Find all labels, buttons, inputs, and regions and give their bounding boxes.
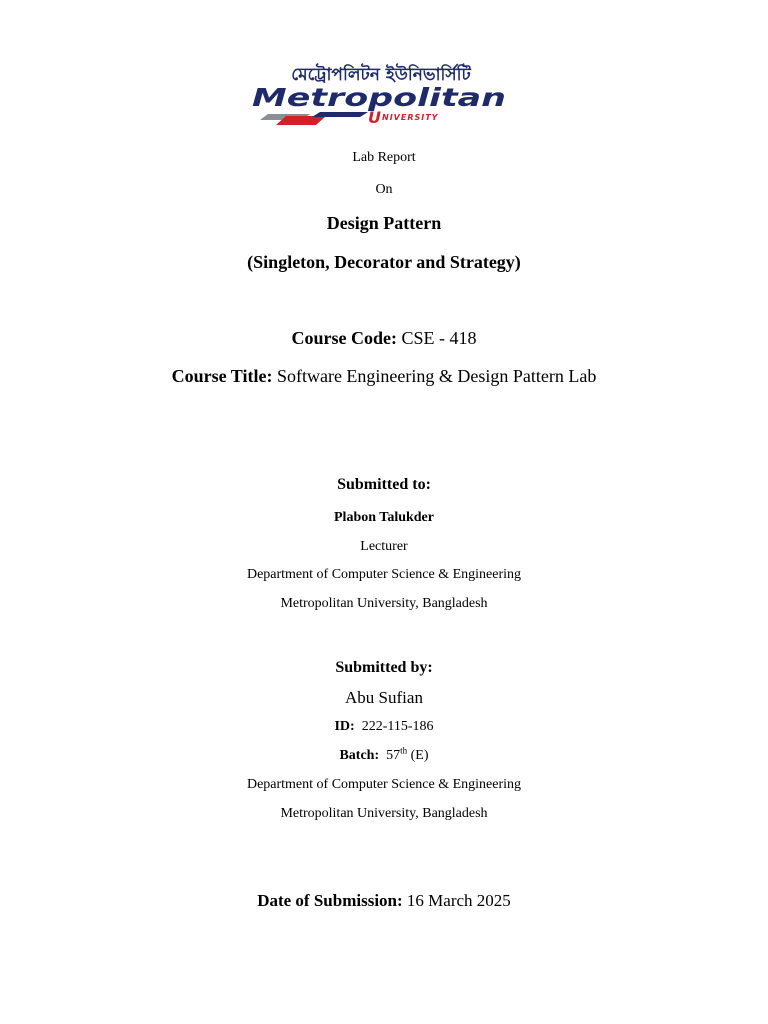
- submitted-by-heading: Submitted by:: [335, 659, 433, 676]
- lab-report-label: Lab Report: [352, 150, 416, 165]
- student-batch: [0, 745, 768, 764]
- student-id: [0, 719, 768, 735]
- student-department: Department of Computer Science & Engineering: [246, 777, 522, 792]
- course-code-label: Course Code:: [291, 328, 397, 348]
- logo-bangla-text: মেট্রোপলিটন ইউনিভার্সিটি: [291, 65, 471, 85]
- supervisor-university: Metropolitan University, Bangladesh: [280, 596, 488, 611]
- university-logo: [250, 62, 512, 130]
- report-title: Design Pattern: [326, 213, 442, 233]
- course-title-label: Course Title:: [171, 366, 273, 386]
- student-id-label: ID:: [334, 719, 355, 734]
- submission-date: [0, 891, 768, 911]
- supervisor-name: Plabon Talukder: [334, 510, 434, 525]
- student-batch-section: (E): [410, 748, 429, 763]
- supervisor-designation: Lecturer: [360, 539, 408, 554]
- student-name: Abu Sufian: [345, 688, 423, 707]
- student-batch-ordinal: th: [400, 745, 408, 756]
- on-label: On: [375, 182, 393, 197]
- submission-date-label: Date of Submission:: [257, 891, 403, 910]
- logo-name-text: Metropolitan: [252, 83, 506, 112]
- course-code-value: CSE - 418: [401, 328, 477, 348]
- logo-university-text: NIVERSITY: [382, 113, 439, 122]
- logo-navy-stripe: [312, 112, 368, 117]
- supervisor-department: Department of Computer Science & Engineering: [246, 567, 522, 582]
- student-id-value: 222-115-186: [361, 719, 434, 734]
- student-batch-label: Batch:: [339, 748, 380, 763]
- metropolitan-university-logo-icon: [250, 62, 512, 130]
- submitted-to-heading: Submitted to:: [337, 476, 431, 493]
- course-title-value: Software Engineering & Design Pattern Lab: [276, 366, 597, 386]
- report-subtitle: (Singleton, Decorator and Strategy): [247, 252, 521, 272]
- student-batch-number: 57: [386, 748, 401, 763]
- logo-u-letter: U: [368, 108, 381, 127]
- submission-date-value: 16 March 2025: [406, 891, 511, 910]
- course-title: [0, 366, 768, 387]
- student-university: Metropolitan University, Bangladesh: [280, 806, 488, 821]
- course-code: [0, 328, 768, 349]
